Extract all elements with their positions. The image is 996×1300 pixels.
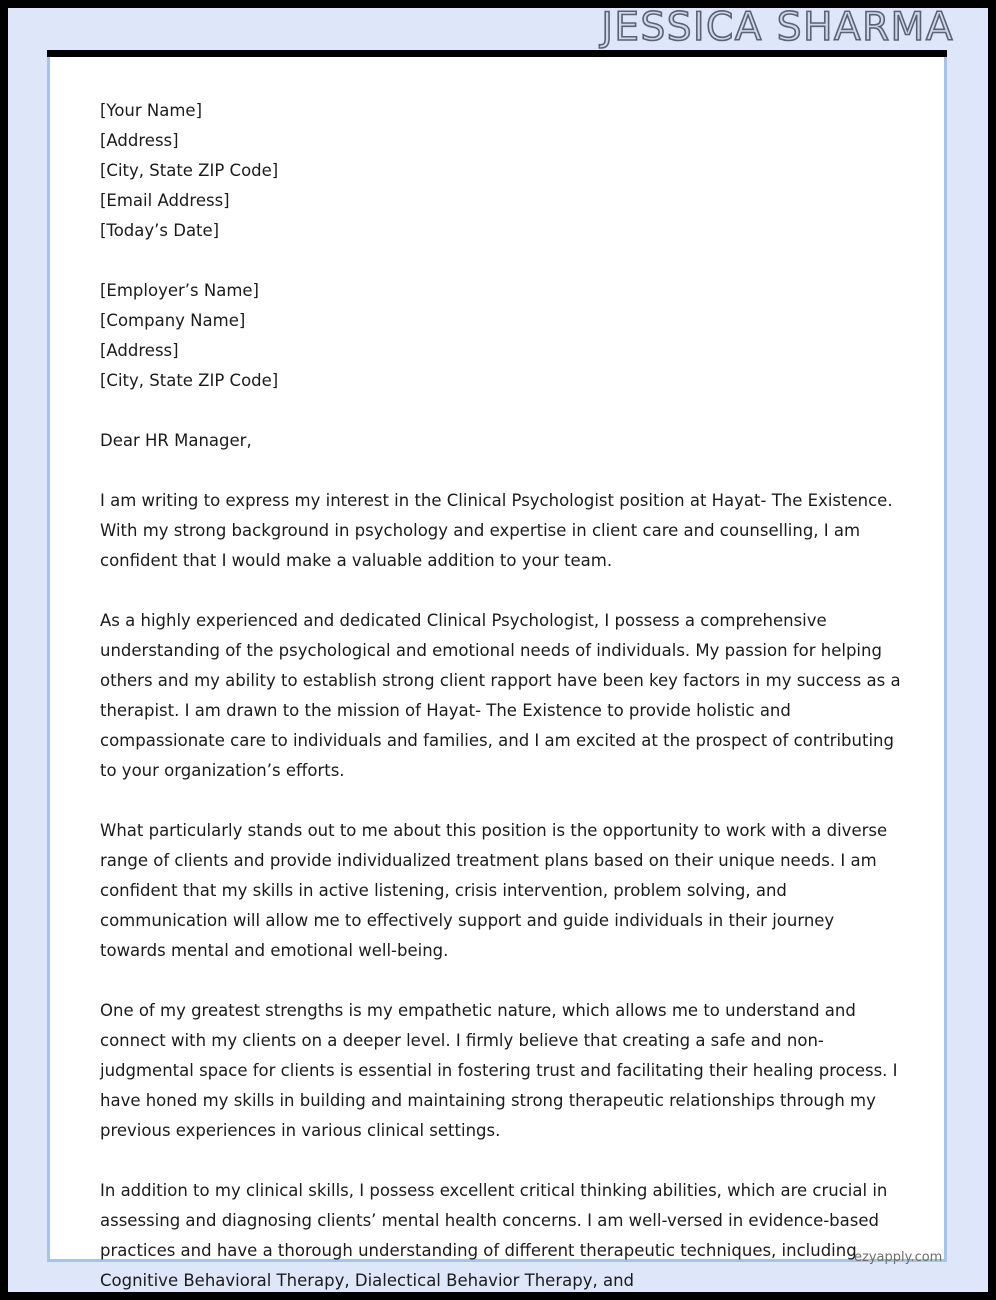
sender-address-line: [Your Name] (100, 101, 203, 120)
letter-paragraph: In addition to my clinical skills, I possess excellent critical thinking abilities, which are crucial in assessing and diagnosing clients’ mental health concerns. I am well-versed in evidence-based practices and have a thorough understanding of different therapeutic techniques, including Cognitive Behavioral Therapy, Dialectical Behavior Therapy, and (100, 1181, 888, 1290)
recipient-address-block (100, 276, 902, 396)
sender-address-line: [Email Address] (100, 191, 230, 210)
page-title: JESSICA SHARMA (601, 5, 954, 50)
salutation: Dear HR Manager, (100, 431, 252, 450)
letter-paragraph: One of my greatest strengths is my empathetic nature, which allows me to understand and connect with my clients on a deeper level. I firmly believe that creating a safe and non-judgmental space for clients is essential in fostering trust and facilitating their healing process. I have honed my skills in building and maintaining strong therapeutic relationships through my previous experiences in various clinical settings. (100, 1001, 898, 1140)
recipient-address-line: [Address] (100, 341, 179, 360)
title-divider-rule (47, 50, 947, 57)
recipient-address-line: [Company Name] (100, 311, 246, 330)
sender-address-line: [Address] (100, 131, 179, 150)
recipient-address-line: [City, State ZIP Code] (100, 371, 279, 390)
cover-letter-body (100, 96, 902, 1296)
letter-paragraph: I am writing to express my interest in the Clinical Psychologist position at Hayat- The Existence. With my strong background in psychology and expertise in client care and counselling, I am confident that I would make a valuable addition to your team. (100, 491, 893, 570)
sender-address-line: [City, State ZIP Code] (100, 161, 279, 180)
sender-address-block (100, 96, 902, 246)
letter-paragraph: What particularly stands out to me about this position is the opportunity to work with a diverse range of clients and provide individualized treatment plans based on their unique needs. I am confident that my skills in active listening, crisis intervention, problem solving, and communication will allow me to effectively support and guide individuals in their journey towards mental and emotional well-being. (100, 821, 888, 960)
watermark: ezyapply.com (854, 1250, 943, 1265)
header-band (8, 5, 988, 50)
letter-paragraph: As a highly experienced and dedicated Clinical Psychologist, I possess a comprehensive understanding of the psychological and emotional needs of individuals. My passion for helping others and my ability to establish strong client rapport have been key factors in my success as a therapist. I am drawn to the mission of Hayat- The Existence to provide holistic and compassionate care to individuals and families, and I am excited at the prospect of contributing to your organization’s efforts. (100, 611, 901, 780)
recipient-address-line: [Employer’s Name] (100, 281, 259, 300)
sender-address-line: [Today’s Date] (100, 221, 220, 240)
